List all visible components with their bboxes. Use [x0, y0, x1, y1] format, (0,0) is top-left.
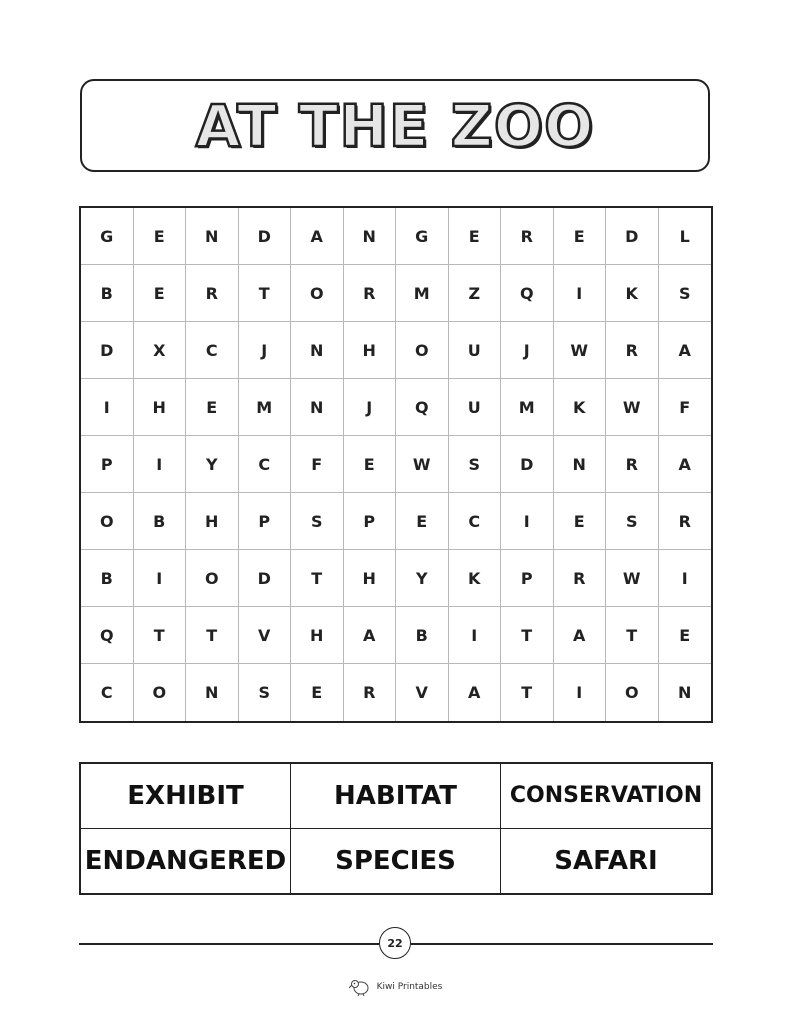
grid-cell: S	[239, 664, 292, 721]
brand-footer	[0, 978, 791, 996]
grid-cell: W	[396, 436, 449, 493]
grid-cell: N	[554, 436, 607, 493]
grid-cell: O	[134, 664, 187, 721]
grid-cell: E	[291, 664, 344, 721]
grid-cell: P	[501, 550, 554, 607]
grid-cell: C	[449, 493, 502, 550]
grid-cell: B	[81, 550, 134, 607]
grid-cell: E	[449, 208, 502, 265]
grid-cell: V	[396, 664, 449, 721]
grid-cell: L	[659, 208, 712, 265]
word-search-grid	[79, 206, 713, 723]
word-bank-item: SPECIES	[291, 829, 501, 894]
page-title: AT THE ZOO	[195, 91, 595, 160]
grid-cell: T	[239, 265, 292, 322]
grid-cell: D	[239, 208, 292, 265]
grid-cell: N	[186, 208, 239, 265]
grid-cell: R	[606, 322, 659, 379]
kiwi-bird-icon	[349, 978, 371, 996]
grid-cell: G	[396, 208, 449, 265]
grid-cell: E	[659, 607, 712, 664]
word-bank-item: ENDANGERED	[81, 829, 291, 894]
grid-cell: I	[659, 550, 712, 607]
grid-cell: A	[554, 607, 607, 664]
grid-cell: T	[186, 607, 239, 664]
grid-cell: K	[554, 379, 607, 436]
grid-cell: I	[554, 265, 607, 322]
grid-cell: I	[81, 379, 134, 436]
page-number-label: 22	[387, 936, 403, 950]
grid-cell: E	[134, 208, 187, 265]
grid-cell: R	[186, 265, 239, 322]
grid-cell: I	[134, 550, 187, 607]
grid-cell: N	[291, 379, 344, 436]
grid-cell: I	[134, 436, 187, 493]
grid-cell: M	[501, 379, 554, 436]
grid-cell: C	[186, 322, 239, 379]
grid-cell: G	[81, 208, 134, 265]
grid-cell: R	[344, 664, 397, 721]
page-number	[379, 927, 411, 959]
word-bank-item: CONSERVATION	[501, 764, 711, 829]
grid-cell: K	[449, 550, 502, 607]
grid-cell: W	[606, 550, 659, 607]
grid-cell: A	[344, 607, 397, 664]
grid-cell: H	[186, 493, 239, 550]
grid-cell: R	[659, 493, 712, 550]
grid-cell: J	[239, 322, 292, 379]
grid-cell: H	[134, 379, 187, 436]
grid-cell: R	[344, 265, 397, 322]
brand-label: Kiwi Printables	[376, 982, 443, 992]
grid-cell: Q	[396, 379, 449, 436]
grid-cell: T	[134, 607, 187, 664]
grid-cell: S	[449, 436, 502, 493]
title-banner	[80, 79, 710, 172]
grid-cell: H	[344, 322, 397, 379]
grid-cell: R	[554, 550, 607, 607]
grid-cell: W	[606, 379, 659, 436]
grid-cell: M	[239, 379, 292, 436]
grid-cell: C	[239, 436, 292, 493]
grid-cell: H	[291, 607, 344, 664]
grid-cell: Q	[81, 607, 134, 664]
grid-cell: O	[186, 550, 239, 607]
grid-cell: V	[239, 607, 292, 664]
grid-cell: Q	[501, 265, 554, 322]
grid-cell: B	[134, 493, 187, 550]
grid-cell: H	[344, 550, 397, 607]
grid-cell: U	[449, 379, 502, 436]
grid-cell: S	[291, 493, 344, 550]
grid-cell: E	[554, 493, 607, 550]
word-bank-item: EXHIBIT	[81, 764, 291, 829]
grid-cell: E	[186, 379, 239, 436]
grid-cell: A	[449, 664, 502, 721]
grid-cell: A	[659, 322, 712, 379]
grid-cell: K	[606, 265, 659, 322]
grid-cell: O	[81, 493, 134, 550]
grid-cell: U	[449, 322, 502, 379]
grid-cell: Z	[449, 265, 502, 322]
grid-cell: R	[501, 208, 554, 265]
grid-cell: I	[554, 664, 607, 721]
grid-cell: R	[606, 436, 659, 493]
grid-cell: N	[344, 208, 397, 265]
grid-cell: J	[344, 379, 397, 436]
grid-cell: P	[81, 436, 134, 493]
grid-cell: S	[606, 493, 659, 550]
word-bank-item: SAFARI	[554, 845, 658, 876]
grid-cell: N	[186, 664, 239, 721]
grid-cell: N	[678, 683, 692, 702]
grid-cell: I	[501, 493, 554, 550]
grid-cell: T	[606, 607, 659, 664]
grid-cell: W	[554, 322, 607, 379]
grid-cell: B	[396, 607, 449, 664]
footer-divider-left	[79, 943, 379, 945]
grid-cell: O	[396, 322, 449, 379]
grid-cell: E	[554, 208, 607, 265]
grid-cell: C	[81, 664, 134, 721]
grid-cell: Y	[396, 550, 449, 607]
grid-cell: J	[501, 322, 554, 379]
grid-cell: I	[449, 607, 502, 664]
grid-cell: T	[501, 664, 554, 721]
grid-cell: A	[659, 436, 712, 493]
footer-divider-right	[411, 943, 713, 945]
word-bank-item: HABITAT	[291, 764, 501, 829]
grid-cell: D	[81, 322, 134, 379]
grid-cell: T	[291, 550, 344, 607]
grid-cell: X	[134, 322, 187, 379]
grid-cell: P	[239, 493, 292, 550]
grid-cell: E	[134, 265, 187, 322]
word-bank	[79, 762, 713, 895]
grid-cell: M	[396, 265, 449, 322]
grid-cell: F	[291, 436, 344, 493]
grid-cell: P	[344, 493, 397, 550]
grid-cell: E	[344, 436, 397, 493]
grid-cell: Y	[186, 436, 239, 493]
grid-cell: D	[239, 550, 292, 607]
grid-cell: O	[291, 265, 344, 322]
grid-cell: E	[396, 493, 449, 550]
grid-cell: B	[81, 265, 134, 322]
grid-cell: O	[606, 664, 659, 721]
grid-cell: D	[501, 436, 554, 493]
grid-cell: A	[291, 208, 344, 265]
grid-cell: T	[501, 607, 554, 664]
grid-cell: D	[606, 208, 659, 265]
grid-cell: N	[291, 322, 344, 379]
grid-cell: S	[659, 265, 712, 322]
grid-cell: F	[659, 379, 712, 436]
